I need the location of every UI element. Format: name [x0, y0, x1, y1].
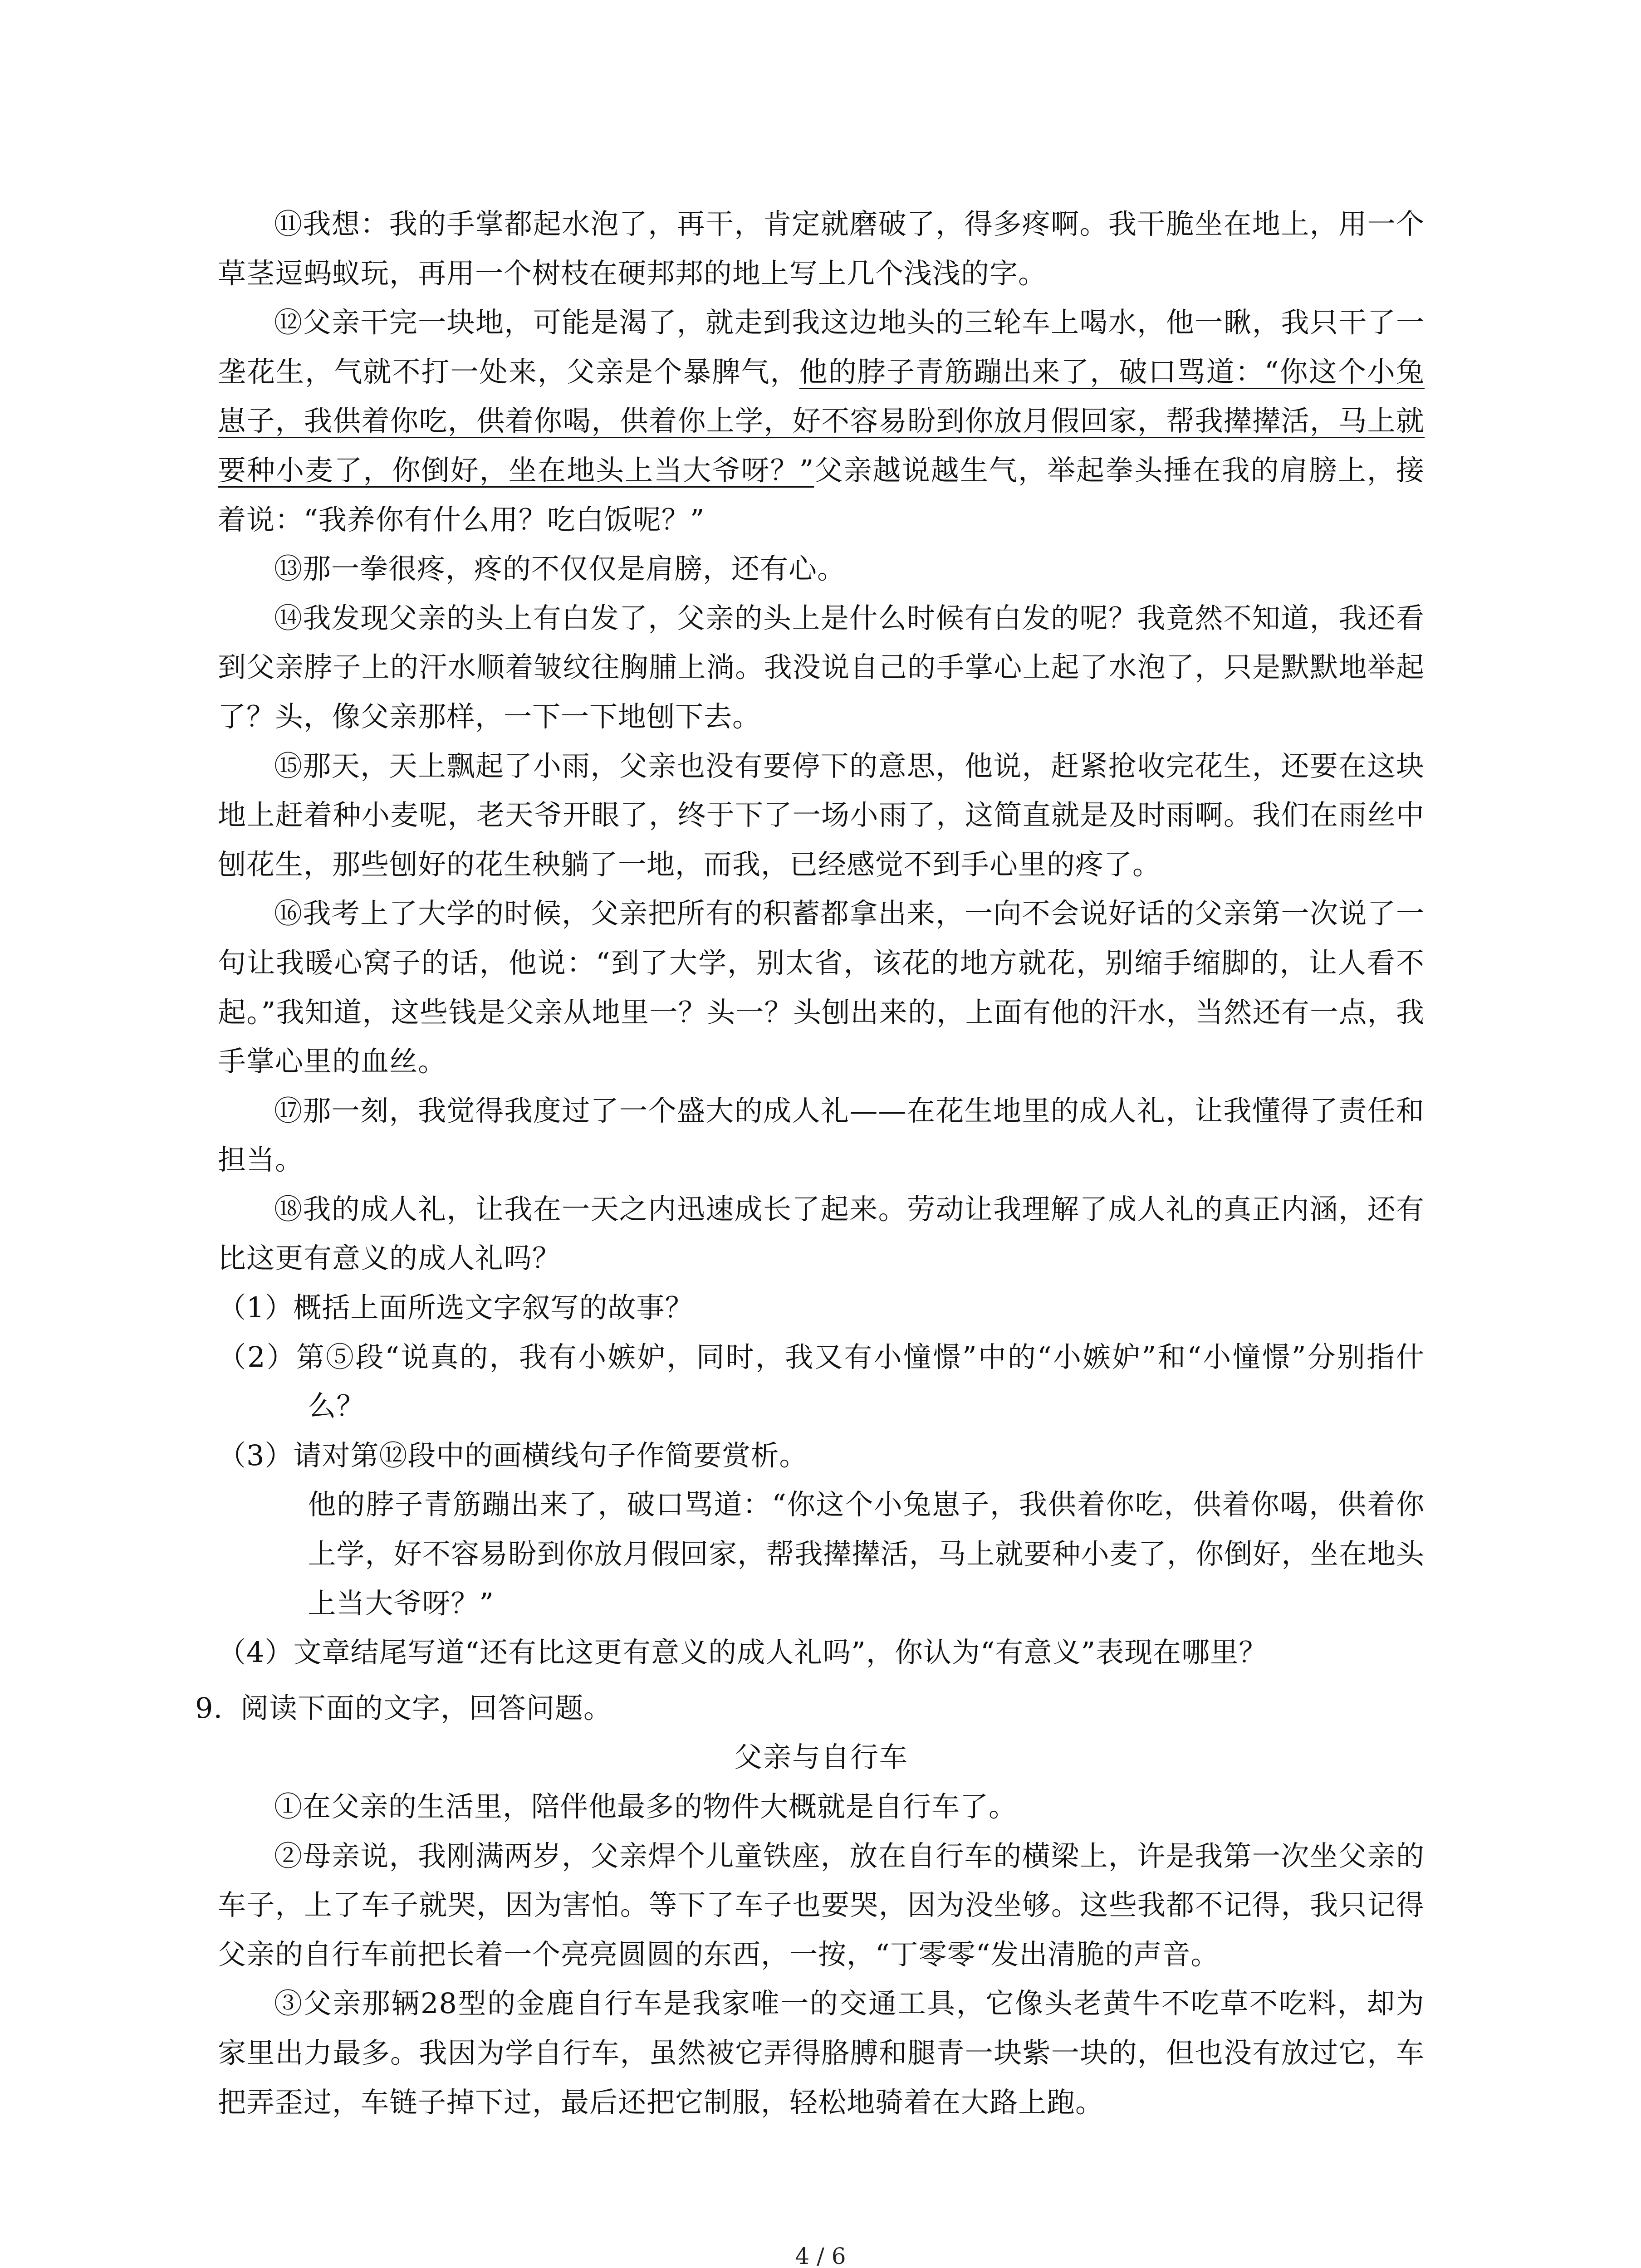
article-paragraph-1: ①在父亲的生活里，陪伴他最多的物件大概就是自行车了。 — [274, 1790, 1018, 1823]
question-4: （4）文章结尾写道“还有比这更有意义的成人礼吗”，你认为“有意义”表现在哪里？ — [218, 1636, 1268, 1669]
paragraph-12-end: 父亲越说越生气，举起拳头捶在我的肩膀上，接着说：“我养你有什么用？吃白饭呢？” — [218, 453, 1425, 536]
section-number: 9. — [195, 1691, 223, 1725]
page-content — [195, 200, 1425, 2127]
article-paragraph-3: ③父亲那辆28型的金鹿自行车是我家唯一的交通工具，它像头老黄牛不吃草不吃料，却为家里出力最多。我因为学自行车，虽然被它弄得胳膊和腿青一块紫一块的，但也没有放过它，车把弄歪过，车链子掉下过，最后还把它制服，轻松地骑着在大路上跑。 — [218, 1987, 1425, 2119]
section-instruction: 阅读下面的文字，回答问题。 — [240, 1691, 612, 1725]
paragraph-12-start: ⑫父亲干完一块地，可能是渴了，就走到我这边地头的三轮车上喝水，他一瞅，我只干了一垄花生，气就不打一处来，父亲是个暴脾气， — [218, 306, 1425, 388]
paragraph-14: ⑭我发现父亲的头上有白发了，父亲的头上是什么时候有白发的呢？我竟然不知道，我还看到父亲脖子上的汗水顺着皱纹往胸脯上淌。我没说自己的手掌心上起了水泡了，只是默默地举起了？头，像父亲那样，一下一下地刨下去。 — [218, 601, 1425, 733]
article-title: 父亲与自行车 — [734, 1740, 908, 1774]
question-1: （1）概括上面所选文字叙写的故事？ — [218, 1291, 694, 1325]
article-paragraph-2: ②母亲说，我刚满两岁，父亲焊个儿童铁座，放在自行车的横梁上，许是我第一次坐父亲的车子，上了车子就哭，因为害怕。等下了车子也要哭，因为没坐够。这些我都不记得，我只记得父亲的自行车前把长着一个亮亮圆圆的东西，一按，“丁零零“发出清脆的声音。 — [218, 1839, 1425, 1971]
section-9-heading — [195, 1684, 1425, 1733]
paragraph-11: ⑪我想：我的手掌都起水泡了，再干，肯定就磨破了，得多疼啊。我干脆坐在地上，用一个草茎逗蚂蚁玩，再用一个树枝在硬邦邦的地上写上几个浅浅的字。 — [218, 207, 1425, 290]
question-3: （3）请对第⑫段中的画横线句子作简要赏析。 — [218, 1438, 808, 1472]
paragraph-16: ⑯我考上了大学的时候，父亲把所有的积蓄都拿出来，一向不会说好话的父亲第一次说了一句让我暖心窝子的话，他说：“到了大学，别太省，该花的地方就花，别缩手缩脚的，让人看不起。”我知道，这些钱是父亲从地里一？头一？头刨出来的，上面有他的汗水，当然还有一点，我手掌心里的血丝。 — [218, 897, 1425, 1078]
page-number: 4 / 6 — [795, 2243, 846, 2268]
paragraph-12 — [218, 298, 1425, 544]
paragraph-13: ⑬那一拳很疼，疼的不仅仅是肩膀，还有心。 — [274, 552, 846, 586]
paragraph-17: ⑰那一刻，我觉得我度过了一个盛大的成人礼——在花生地里的成人礼，让我懂得了责任和担当。 — [218, 1094, 1425, 1177]
question-2: （2）第⑤段“说真的，我有小嫉妒，同时，我又有小憧憬”中的“小嫉妒”和“小憧憬”分别指什么？ — [218, 1340, 1425, 1423]
underlined-sentence: 他的脖子青筋蹦出来了，破口骂道：“你这个小兔崽子，我供着你吃，供着你喝，供着你上学，好不容易盼到你放月假回家，帮我撵撵活，马上就要种小麦了，你倒好，坐在地头上当大爷呀？” — [218, 355, 1425, 487]
paragraph-15: ⑮那天，天上飘起了小雨，父亲也没有要停下的意思，他说，赶紧抢收完花生，还要在这块地上赶着种小麦呢，老天爷开眼了，终于下了一场小雨了，这简直就是及时雨啊。我们在雨丝中刨花生，那些刨好的花生秧躺了一地，而我，已经感觉不到手心里的疼了。 — [218, 749, 1425, 881]
question-3-quote: 他的脖子青筋蹦出来了，破口骂道：“你这个小兔崽子，我供着你吃，供着你喝，供着你上学，好不容易盼到你放月假回家，帮我撵撵活，马上就要种小麦了，你倒好，坐在地头上当大爷呀？” — [308, 1488, 1425, 1620]
paragraph-18: ⑱我的成人礼，让我在一天之内迅速成长了起来。劳动让我理解了成人礼的真正内涵，还有比这更有意义的成人礼吗？ — [218, 1192, 1425, 1275]
